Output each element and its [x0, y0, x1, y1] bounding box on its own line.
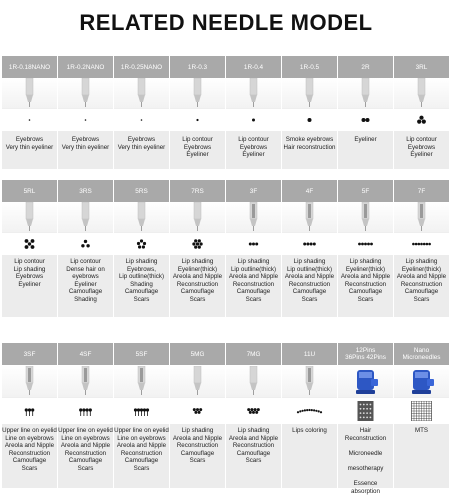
needle-image: [114, 202, 169, 233]
usage-description: Lip shading Eyebrows, Lip outline(thick) Shading Camouflage Scars: [114, 255, 169, 317]
needle-cartridge-icon: [282, 366, 337, 397]
needle-row-3: [2, 343, 450, 495]
model-name: 12Pins 36Pins 42Pins: [338, 343, 393, 365]
needle-configuration-icon: [170, 234, 225, 254]
needle-dots: [170, 109, 225, 131]
needle-cartridge-icon: [338, 78, 393, 109]
model-name: 1R-0.4: [226, 56, 281, 78]
needle-configuration-icon: [114, 401, 169, 421]
needle-cartridge-icon: [170, 202, 225, 233]
model-name: 1R-0.25NANO: [114, 56, 169, 78]
usage-description: Lip shading Eyeliner(thick) Areola and Nipple Reconstruction Camouflage Scars: [170, 255, 225, 317]
usage-description: Eyebrows Very thin eyeliner: [58, 131, 113, 169]
usage-description: Hair Reconstruction Microneedle mesotherapy Essence absorption: [338, 424, 393, 488]
needle-cartridge-icon: [394, 78, 449, 109]
needle-dots: [2, 398, 57, 424]
needle-cartridge-icon: [226, 202, 281, 233]
needle-cartridge-icon: [2, 366, 57, 397]
needle-image: [2, 202, 57, 233]
usage-description: Lip contour Eyebrows Eyeliner: [394, 131, 449, 169]
needle-model-cell: [2, 56, 57, 169]
needle-model-cell: [114, 56, 169, 169]
needle-cartridge-icon: [58, 202, 113, 233]
model-name: 2R: [338, 56, 393, 78]
needle-image: [114, 78, 169, 109]
needle-model-cell: [170, 180, 225, 317]
model-name: 11U: [282, 343, 337, 365]
needle-dots: [394, 233, 449, 255]
needle-model-cell: [114, 343, 169, 488]
needle-configuration-icon: [2, 234, 57, 254]
needle-model-cell: [226, 343, 281, 488]
needle-dots: [338, 233, 393, 255]
needle-model-cell: [394, 180, 449, 317]
needle-configuration-icon: [58, 234, 113, 254]
usage-description: Lip contour Eyebrows Eyeliner: [170, 131, 225, 169]
usage-description: Lip shading Areola and Nipple Reconstruction Camouflage Scars: [170, 424, 225, 488]
model-name: 1R-0.18NANO: [2, 56, 57, 78]
needle-cartridge-icon: [170, 366, 225, 397]
model-name: 4SF: [58, 343, 113, 365]
usage-description: Upper line on eyelid Line on eyebrows Areola and Nipple Reconstruction Camouflage Scars: [114, 424, 169, 488]
needle-image: [58, 202, 113, 233]
needle-dots: [226, 109, 281, 131]
needle-image: [338, 78, 393, 109]
usage-description: Eyeliner: [338, 131, 393, 169]
needle-model-cell: [282, 180, 337, 317]
needle-model-cell: [394, 343, 449, 488]
usage-description: MTS: [394, 424, 449, 488]
needle-configuration-icon: [338, 234, 393, 254]
needle-image: [394, 365, 449, 398]
needle-model-cell: [338, 180, 393, 317]
model-name: 5SF: [114, 343, 169, 365]
needle-dots: [114, 233, 169, 255]
model-name: 3F: [226, 180, 281, 202]
needle-dots: [282, 233, 337, 255]
model-name: 1R-0.2NANO: [58, 56, 113, 78]
needle-cartridge-icon: [114, 366, 169, 397]
needle-cartridge-icon: [282, 78, 337, 109]
needle-image: [170, 365, 225, 398]
needle-dots: [282, 398, 337, 424]
needle-model-cell: [338, 56, 393, 169]
needle-dots: [394, 398, 449, 424]
needle-row-1: [2, 56, 450, 169]
needle-dots: [394, 109, 449, 131]
needle-image: [394, 202, 449, 233]
needle-row-2: [2, 180, 450, 317]
needle-configuration-icon: [114, 234, 169, 254]
usage-description: Eyebrows Very thin eyeliner: [114, 131, 169, 169]
needle-dots: [2, 233, 57, 255]
needle-image: [282, 78, 337, 109]
needle-dots: [226, 398, 281, 424]
needle-image: [282, 365, 337, 398]
usage-description: Smoke eyebrows Hair reconstruction: [282, 131, 337, 169]
needle-model-cell: [58, 56, 113, 169]
needle-dots: [114, 398, 169, 424]
needle-cartridge-icon: [282, 202, 337, 233]
needle-cartridge-icon: [114, 202, 169, 233]
usage-description: Lip contour Lip shading Eyebrows Eyeliner: [2, 255, 57, 317]
needle-configuration-icon: [394, 110, 449, 130]
needle-configuration-icon: [170, 110, 225, 130]
needle-cartridge-icon: [58, 366, 113, 397]
needle-model-cell: [2, 343, 57, 488]
needle-configuration-icon: [394, 234, 449, 254]
needle-cartridge-icon: [114, 78, 169, 109]
usage-description: Lip shading Lip outline(thick) Areola and Nipple Reconstruction Camouflage Scars: [282, 255, 337, 317]
model-name: 5MG: [170, 343, 225, 365]
needle-configuration-icon: [58, 110, 113, 130]
needle-model-cell: [282, 56, 337, 169]
usage-description: Lip contour Eyebrows Eyeliner: [226, 131, 281, 169]
model-name: 3RS: [58, 180, 113, 202]
needle-image: [226, 202, 281, 233]
needle-model-cell: [58, 343, 113, 488]
model-name: 7MG: [226, 343, 281, 365]
blue-cartridge-icon: [338, 366, 393, 397]
needle-cartridge-icon: [226, 78, 281, 109]
needle-dots: [58, 233, 113, 255]
needle-image: [226, 365, 281, 398]
needle-configuration-icon: [226, 110, 281, 130]
needle-configuration-icon: [338, 401, 393, 421]
needle-configuration-icon: [226, 401, 281, 421]
usage-description: Lip shading Areola and Nipple Reconstruction Camouflage Scars: [226, 424, 281, 488]
needle-image: [338, 365, 393, 398]
needle-image: [170, 78, 225, 109]
page-title: RELATED NEEDLE MODEL: [79, 10, 373, 35]
needle-dots: [58, 398, 113, 424]
usage-description: Lip shading Eyeliner(thick) Areola and Nipple Reconstruction Camouflage Scars: [394, 255, 449, 317]
needle-image: [282, 202, 337, 233]
model-name: 3RL: [394, 56, 449, 78]
needle-model-cell: [226, 180, 281, 317]
needle-dots: [58, 109, 113, 131]
needle-configuration-icon: [338, 110, 393, 130]
needle-dots: [282, 109, 337, 131]
needle-model-cell: [170, 56, 225, 169]
needle-configuration-icon: [282, 110, 337, 130]
needle-configuration-icon: [58, 401, 113, 421]
needle-dots: [226, 233, 281, 255]
usage-description: Lip contour Dense hair on eyebrows Eyeliner Camouflage Shading: [58, 255, 113, 317]
needle-cartridge-icon: [226, 366, 281, 397]
needle-cartridge-icon: [338, 202, 393, 233]
model-name: 1R-0.5: [282, 56, 337, 78]
needle-model-cell: [58, 180, 113, 317]
needle-configuration-icon: [282, 234, 337, 254]
needle-image: [394, 78, 449, 109]
usage-description: Lip shading Lip outline(thick) Areola and Nipple Reconstruction Camouflage Scars: [226, 255, 281, 317]
usage-description: Upper line on eyelid Line on eyebrows Areola and Nipple Reconstruction Camouflage Scars: [58, 424, 113, 488]
usage-description: Lips coloring: [282, 424, 337, 488]
needle-model-cell: [338, 343, 393, 495]
model-name: 5RS: [114, 180, 169, 202]
needle-image: [58, 365, 113, 398]
needle-configuration-icon: [394, 401, 449, 421]
model-name: 5RL: [2, 180, 57, 202]
model-name: 1R-0.3: [170, 56, 225, 78]
needle-cartridge-icon: [2, 78, 57, 109]
needle-configuration-icon: [114, 110, 169, 130]
model-name: 7RS: [170, 180, 225, 202]
needle-dots: [114, 109, 169, 131]
model-name: Nano Microneedles: [394, 343, 449, 365]
needle-image: [170, 202, 225, 233]
needle-cartridge-icon: [58, 78, 113, 109]
needle-image: [226, 78, 281, 109]
usage-description: Eyebrows Very thin eyeliner: [2, 131, 57, 169]
usage-description: Lip shading Eyeliner(thick) Areola and Nipple Reconstruction Camouflage Scars: [338, 255, 393, 317]
needle-dots: [338, 398, 393, 424]
needle-dots: [2, 109, 57, 131]
needle-model-cell: [114, 180, 169, 317]
needle-model-cell: [226, 56, 281, 169]
needle-image: [2, 365, 57, 398]
model-name: 4F: [282, 180, 337, 202]
needle-image: [2, 78, 57, 109]
needle-configuration-icon: [2, 110, 57, 130]
needle-configuration-icon: [282, 401, 337, 421]
needle-configuration-icon: [226, 234, 281, 254]
needle-cartridge-icon: [394, 202, 449, 233]
model-name: 5F: [338, 180, 393, 202]
needle-model-cell: [2, 180, 57, 317]
needle-image: [338, 202, 393, 233]
usage-description: Upper line on eyelid Line on eyebrows Areola and Nipple Reconstruction Camouflage Scars: [2, 424, 57, 488]
needle-cartridge-icon: [170, 78, 225, 109]
needle-configuration-icon: [2, 401, 57, 421]
needle-model-cell: [282, 343, 337, 488]
needle-dots: [170, 398, 225, 424]
needle-dots: [170, 233, 225, 255]
model-name: 3SF: [2, 343, 57, 365]
blue-cartridge-icon: [394, 366, 449, 397]
needle-model-cell: [394, 56, 449, 169]
needle-configuration-icon: [170, 401, 225, 421]
needle-dots: [338, 109, 393, 131]
model-name: 7F: [394, 180, 449, 202]
needle-cartridge-icon: [2, 202, 57, 233]
needle-image: [114, 365, 169, 398]
needle-model-cell: [170, 343, 225, 488]
needle-image: [58, 78, 113, 109]
